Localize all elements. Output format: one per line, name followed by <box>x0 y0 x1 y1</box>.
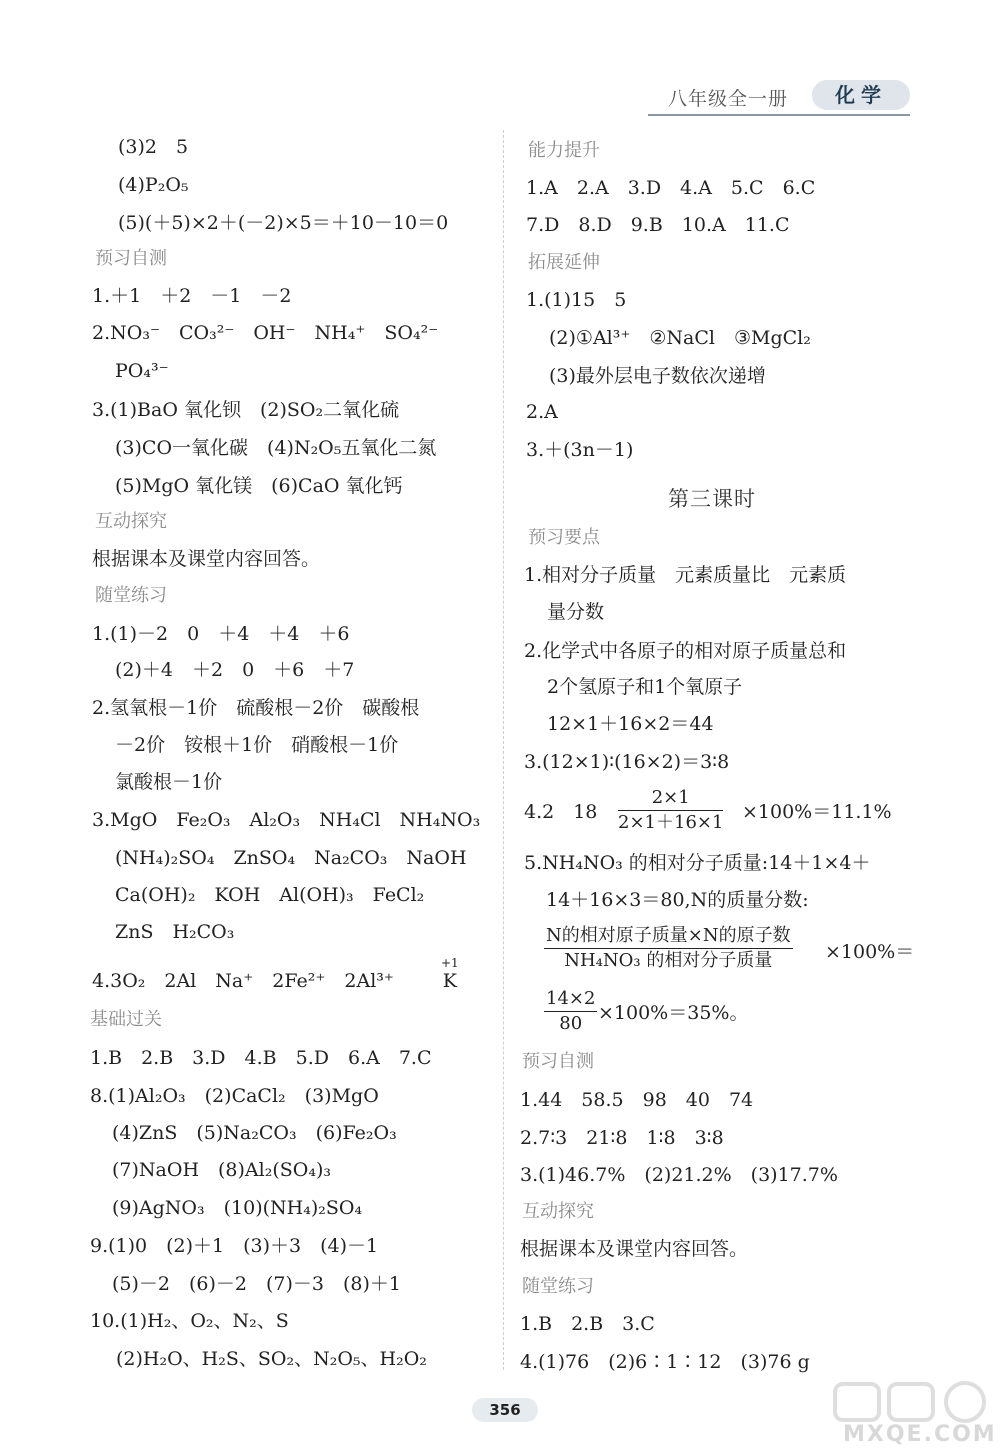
fraction-tail: ×100%＝ <box>825 941 915 963</box>
page-number: 356 <box>472 1398 538 1422</box>
answer-line: (5)MgO 氧化镁 (6)CaO 氧化钙 <box>115 475 403 497</box>
answer-line: 2.7∶3 21∶8 1∶8 3∶8 <box>520 1127 724 1149</box>
header-grade: 八年级全一册 <box>668 88 789 110</box>
section-heading: 拓展延伸 <box>528 252 600 273</box>
answer-line: 3.(1)46.7% (2)21.2% (3)17.7% <box>520 1164 838 1186</box>
fraction-denominator: 80 <box>559 1013 583 1034</box>
answer-line: Ca(OH)₂ KOH Al(OH)₃ FeCl₂ <box>115 884 425 906</box>
fraction-numerator: 2×1 <box>618 787 723 811</box>
fraction-q5b <box>544 988 597 1035</box>
answer-line: 12×1＋16×2＝44 <box>547 713 714 735</box>
answer-line: (2)H₂O、H₂S、SO₂、N₂O₅、H₂O₂ <box>116 1348 427 1370</box>
answer-line: 1.44 58.5 98 40 74 <box>520 1089 754 1111</box>
lesson-title: 第三课时 <box>668 487 756 511</box>
answer-line: 2个氢原子和1个氧原子 <box>547 676 743 698</box>
answer-line: (3)最外层电子数依次递增 <box>549 365 766 387</box>
header-subject-badge: 化学 <box>812 80 910 110</box>
answer-line: (2)＋4 ＋2 0 ＋6 ＋7 <box>115 659 355 681</box>
fraction-denominator: 2×1＋16×1 <box>618 812 724 833</box>
fraction-tail: ×100%＝35%。 <box>598 1002 749 1024</box>
section-heading: 预习要点 <box>528 527 600 548</box>
answer-line: 3.(12×1)∶(16×2)＝3∶8 <box>524 751 730 773</box>
potassium-symbol: K <box>442 970 457 992</box>
answer-line: 4.(1)76 (2)6∶1∶12 (3)76 g <box>520 1351 810 1373</box>
answer-line: 3.(1)BaO 氧化钡 (2)SO₂二氧化硫 <box>92 399 400 421</box>
answer-line: (4)ZnS (5)Na₂CO₃ (6)Fe₂O₃ <box>112 1122 397 1144</box>
answer-line: 1.相对分子质量 元素质量比 元素质 <box>524 564 847 586</box>
answer-line: 1.(1)15 5 <box>526 289 627 311</box>
answer-line: (NH₄)₂SO₄ ZnSO₄ Na₂CO₃ NaOH <box>115 847 467 869</box>
fraction-q5a <box>544 925 793 972</box>
answer-line: 根据课本及课堂内容回答。 <box>520 1238 749 1260</box>
answer-line: 氯酸根－1价 <box>115 771 223 793</box>
answer-line: PO₄³⁻ <box>115 360 169 382</box>
answer-line: 量分数 <box>547 601 605 623</box>
potassium-valence <box>441 956 459 992</box>
answer-line: 7.D 8.D 9.B 10.A 11.C <box>526 214 790 236</box>
answer-line: (3)2 5 <box>118 136 189 158</box>
answer-line: 4.2 18 <box>524 801 598 823</box>
watermark-text: MXQE.COM <box>843 1422 997 1447</box>
answer-line: 2.氢氧根－1价 硫酸根－2价 碳酸根 <box>92 697 420 719</box>
answer-line: 根据课本及课堂内容回答。 <box>92 548 321 570</box>
answer-line: 1.B 2.B 3.C <box>520 1313 655 1335</box>
answer-line: 1.B 2.B 3.D 4.B 5.D 6.A 7.C <box>90 1047 432 1069</box>
answer-line: 9.(1)0 (2)＋1 (3)＋3 (4)－1 <box>90 1235 379 1257</box>
section-heading: 预习自测 <box>95 248 167 269</box>
fraction-numerator: 14×2 <box>544 988 597 1012</box>
section-heading: 预习自测 <box>522 1051 594 1072</box>
answer-line: (4)P₂O₅ <box>118 174 189 196</box>
section-heading: 互动探究 <box>95 511 167 532</box>
answer-line: 2.A <box>526 401 558 423</box>
answer-line: ZnS H₂CO₃ <box>115 921 235 943</box>
answer-line: 2.化学式中各原子的相对原子质量总和 <box>524 640 847 662</box>
answer-line: (5)－2 (6)－2 (7)－3 (8)＋1 <box>112 1273 402 1295</box>
answer-line: (5)(＋5)×2＋(－2)×5＝＋10－10＝0 <box>118 212 449 234</box>
answer-line: 14＋16×3＝80,N的质量分数: <box>546 889 809 911</box>
fraction-tail: ×100%＝11.1% <box>742 801 892 823</box>
answer-line: 3.＋(3n－1) <box>526 439 634 461</box>
answer-line: 2.NO₃⁻ CO₃²⁻ OH⁻ NH₄⁺ SO₄²⁻ <box>92 322 439 344</box>
answer-line: (2)①Al³⁺ ②NaCl ③MgCl₂ <box>549 327 811 349</box>
fraction-denominator: NH₄NO₃ 的相对分子质量 <box>564 950 773 971</box>
answer-line: 10.(1)H₂、O₂、N₂、S <box>90 1310 289 1332</box>
section-heading: 随堂练习 <box>95 585 167 606</box>
column-divider <box>503 130 504 1370</box>
fraction-q4 <box>618 787 723 834</box>
answer-line: 3.MgO Fe₂O₃ Al₂O₃ NH₄Cl NH₄NO₃ <box>92 809 481 831</box>
potassium-charge: +1 <box>441 956 459 970</box>
section-heading: 能力提升 <box>528 140 600 161</box>
answer-line: 1.A 2.A 3.D 4.A 5.C 6.C <box>526 177 816 199</box>
section-heading: 互动探究 <box>522 1201 594 1222</box>
answer-line: 8.(1)Al₂O₃ (2)CaCl₂ (3)MgO <box>90 1085 379 1107</box>
answer-line: －2价 铵根＋1价 硝酸根－1价 <box>115 734 399 756</box>
answer-line: 4.3O₂ 2Al Na⁺ 2Fe²⁺ 2Al³⁺ <box>92 970 394 992</box>
fraction-numerator: N的相对原子质量×N的原子数 <box>544 925 793 949</box>
answer-line: 1.＋1 ＋2 －1 －2 <box>92 285 292 307</box>
answer-line: (9)AgNO₃ (10)(NH₄)₂SO₄ <box>112 1197 363 1219</box>
answer-line: (7)NaOH (8)Al₂(SO₄)₃ <box>112 1159 331 1181</box>
answer-line: 5.NH₄NO₃ 的相对分子质量:14＋1×4＋ <box>524 852 871 874</box>
section-heading: 随堂练习 <box>522 1276 594 1297</box>
header-rule <box>648 114 910 116</box>
section-heading: 基础过关 <box>90 1009 162 1030</box>
answer-line: (3)CO一氧化碳 (4)N₂O₅五氧化二氮 <box>115 437 437 459</box>
answer-line: 1.(1)－2 0 ＋4 ＋4 ＋6 <box>92 623 350 645</box>
